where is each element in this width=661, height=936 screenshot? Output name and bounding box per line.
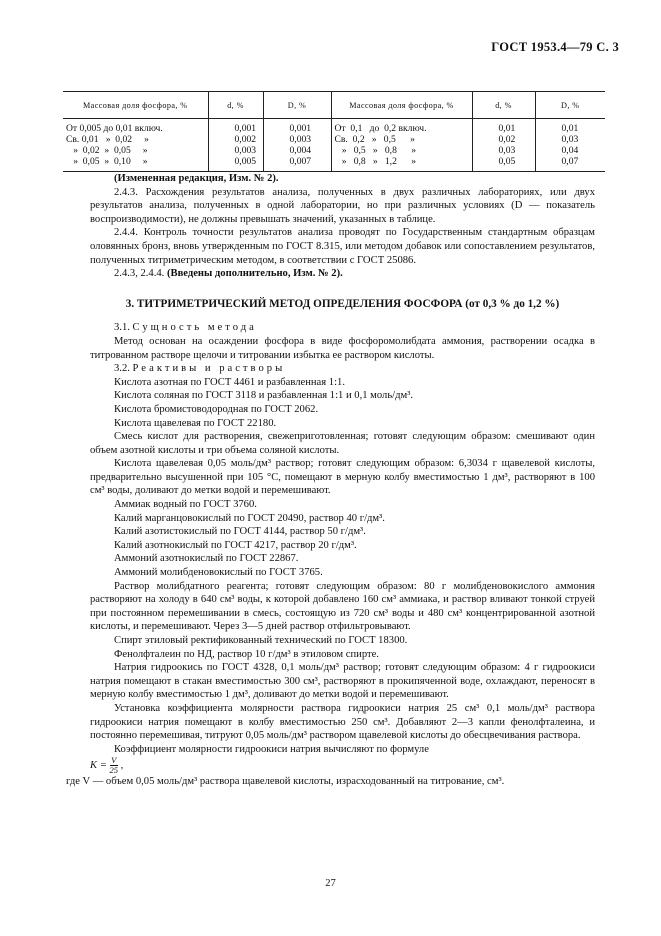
document-body (66, 172, 595, 789)
table-cell: 0,005 (208, 156, 263, 172)
formula-denominator: 25 (109, 765, 119, 776)
table-row (63, 134, 605, 145)
reagent-item: Кислота соляная по ГОСТ 3118 и разбавленная 1:1 и 0,1 моль/дм³. (114, 390, 414, 402)
formula-end: , (118, 760, 124, 772)
paragraph-2-4-3: 2.4.3. Расхождения результатов анализа, полученных в двух различных лабораториях, или двух результатов анализа, полученных в одной лаборатории, но при различных условиях (D — показатель воспроизводимости), не должны превышать значений, указанных в таблице. (90, 186, 595, 225)
subsection-3-2-heading (90, 362, 595, 376)
table-cell: 0,02 (472, 134, 535, 145)
table-header-row (63, 92, 605, 119)
reagent-item: Кислота бромистоводородная по ГОСТ 2062. (114, 403, 319, 415)
table-cell: 0,05 (472, 156, 535, 172)
subsection-3-1-heading (90, 321, 595, 335)
paragraph-2-4-4: 2.4.4. Контроль точности результатов анализа проводят по Государственным стандартным образцам оловянных бронз, вновь утвержденным по ГОСТ 8.315, или методом добавок или сопоставлением результатов, полученных титриметрическим методом, в соответствии с ГОСТ 25086. (90, 227, 595, 266)
formula-explanation: где V — объем 0,05 моль/дм³ раствора щавелевой кислоты, израсходованный на титрование, см³. (66, 776, 505, 788)
column-header: Массовая доля фосфора, % (63, 92, 208, 119)
table-cell: » 0,05 » 0,10 » (63, 156, 208, 172)
table-cell: 0,004 (263, 145, 331, 156)
table-cell: 0,007 (263, 156, 331, 172)
table-cell: Св. 0,2 » 0,5 » (331, 134, 472, 145)
table-cell: 0,07 (535, 156, 605, 172)
column-header: D, % (263, 92, 331, 119)
molarity-formula (90, 756, 595, 775)
reagent-item: Кислота щавелевая по ГОСТ 22180. (114, 417, 277, 429)
table-cell: 0,01 (472, 119, 535, 135)
amendment-ref: 2.4.3, 2.4.4. (114, 268, 167, 280)
table-row (63, 119, 605, 135)
table-cell: 0,01 (535, 119, 605, 135)
formula-fraction (110, 756, 119, 775)
method-description: Метод основан на осаждении фосфора в виде фосфоромолибдата аммония, растворении осадка в титрованном растворе щелочи и титровании избытка ее раствором кислоты. (90, 335, 595, 361)
table-cell: » 0,8 » 1,2 » (331, 156, 472, 172)
table-cell: 0,003 (208, 145, 263, 156)
reagent-item: Смесь кислот для растворения, свежеприготовленная; готовят следующим образом: смешивают один объем азотной кислоты и три объема соляной кислоты. (90, 431, 595, 456)
page-header: ГОСТ 1953.4—79 С. 3 (491, 40, 619, 54)
subsection-number: 3.2. (114, 363, 133, 375)
subsection-number: 3.1. (114, 322, 133, 334)
column-header: d, % (208, 92, 263, 119)
table-cell: 0,001 (263, 119, 331, 135)
reagent-item: Аммиак водный по ГОСТ 3760. (114, 499, 257, 511)
reagent-item: Калий марганцовокислый по ГОСТ 20490, раствор 40 г/дм³. (114, 512, 385, 524)
table-cell: 0,03 (472, 145, 535, 156)
table-cell: » 0,02 » 0,05 » (66, 145, 148, 156)
amendment-note-2 (90, 267, 595, 281)
column-header: D, % (535, 92, 605, 119)
reagent-item: Кислота щавелевая 0,05 моль/дм³ раствор; готовят следующим образом: 6,3034 г щавелевой кислоты, предварительно высушенной при 105 °С, помещают в мерную колбу вместимостью 1 дм³, растворяют в 100 см³ воды, доливают до метки водой и перемешивают. (90, 458, 595, 497)
column-header: Массовая доля фосфора, % (331, 92, 472, 119)
table-cell: 0,001 (208, 119, 263, 135)
table-row (63, 145, 605, 156)
reagent-item: Калий азотнокислый по ГОСТ 4217, раствор 20 г/дм³. (114, 539, 357, 551)
table-cell: 0,04 (535, 145, 605, 156)
tolerance-table (63, 91, 605, 172)
reagent-item: Натрия гидроокись по ГОСТ 4328, 0,1 моль/дм³ раствор; готовят следующим образом: 4 г гидроокиси натрия помещают в стакан вместимостью 300 см³, растворяют в прокипяченной воде, охлаждают, переносят в мерную колбу вместимостью 1 дм³, доливают до метки водой и перемешивают. (90, 662, 595, 701)
table-row (63, 156, 605, 172)
reagent-item: Калий азотистокислый по ГОСТ 4144, раствор 50 г/дм³. (114, 526, 366, 538)
reagent-item: Аммоний молибденовокислый по ГОСТ 3765. (114, 567, 323, 579)
table-cell: 0,002 (208, 134, 263, 145)
reagent-item: Спирт этиловый ректификованный технический по ГОСТ 18300. (114, 635, 408, 646)
formula-lhs: K = (90, 760, 110, 772)
reagent-item: Раствор молибдатного реагента; готовят следующим образом: 80 г молибденовокислого аммония растворяют на холоду в 640 см³ воды, к которой добавлено 160 см³ аммиака, и раствор вливают тонкой струей при постоянном перемешивании в смесь, состоящую из 720 см³ воды и 480 см³ концентрированной азотной кислоты, и перемешивают. Через 3—5 дней раствор отфильтровывают. (90, 580, 595, 633)
table-cell: От 0,1 до 0,2 включ. (331, 119, 472, 135)
reagent-item: Коэффициент молярности гидроокиси натрия вычисляют по формуле (114, 743, 429, 755)
amendment-text: (Введены дополнительно, Изм. № 2). (166, 268, 343, 280)
subsection-title: Реактивы и растворы (132, 363, 286, 375)
section-title: 3. ТИТРИМЕТРИЧЕСКИЙ МЕТОД ОПРЕДЕЛЕНИЯ ФОСФОРА (от 0,3 % до 1,2 %) (125, 297, 560, 310)
amendment-note: (Измененная редакция, Изм. № 2). (114, 173, 279, 184)
table-cell: » 0,5 » 0,8 » (331, 145, 472, 156)
reagent-item: Кислота азотная по ГОСТ 4461 и разбавленная 1:1. (114, 376, 345, 388)
page-number: 27 (325, 878, 336, 889)
reagent-item: Аммоний азотнокислый по ГОСТ 22867. (114, 553, 299, 565)
formula-numerator: V (111, 755, 117, 766)
table-cell: От 0,005 до 0,01 включ. (66, 123, 163, 134)
subsection-title: Сущность метода (132, 322, 257, 334)
table-cell: Св. 0,01 » 0,02 » (66, 134, 149, 145)
reagent-item: Установка коэффициента молярности раствора гидроокиси натрия 25 см³ 0,1 моль/дм³ раствора гидроокиси натрия помещают в колбу вместимостью 250 см³. Добавляют 2—3 капли фенолфталеина, и постоянно перемешивая, титруют 0,05 моль/дм³ раствором щавелевой кислоты до обесцвечивания раствора. (90, 702, 595, 742)
table-cell: 0,03 (535, 134, 605, 145)
table-cell: 0,003 (263, 134, 331, 145)
column-header: d, % (472, 92, 535, 119)
reagent-item: Фенолфталеин по НД, раствор 10 г/дм³ в этиловом спирте. (114, 648, 379, 660)
